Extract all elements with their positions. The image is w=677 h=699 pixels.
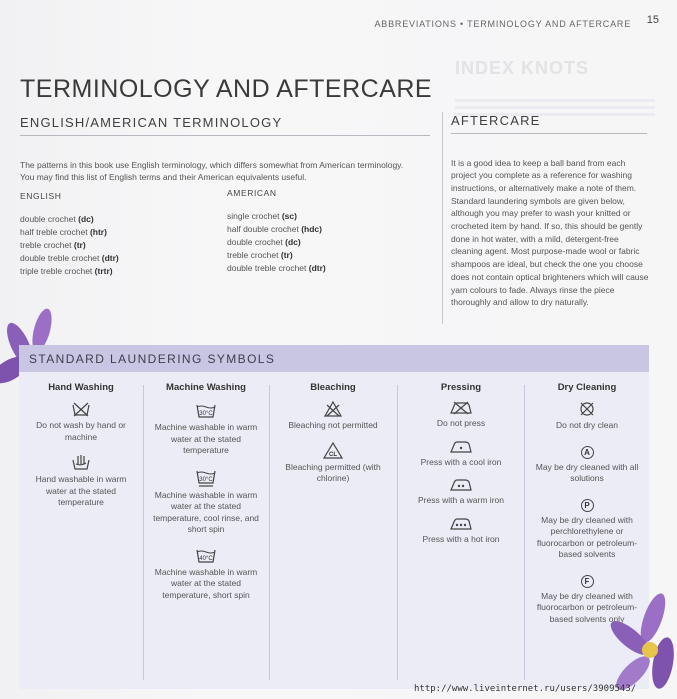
term-item: double crochet (dc) (227, 237, 301, 247)
bleed-through-ghost: INDEX KNOTS (455, 58, 590, 78)
symbol-item (526, 401, 648, 432)
hot-iron-icon (450, 517, 472, 531)
symbol-description: Do not press (436, 418, 486, 428)
hand-wash-icon (72, 453, 90, 471)
page-title: TERMINOLOGY AND AFTERCARE (20, 74, 433, 103)
term-item: treble crochet (tr) (227, 250, 293, 260)
bleaching-heading: Bleaching (310, 382, 356, 393)
symbol-description: Press with a cool iron (420, 456, 502, 467)
pressing-column (399, 382, 523, 555)
symbol-item (271, 401, 395, 432)
symbol-item (526, 442, 648, 485)
symbol-item (21, 453, 141, 509)
symbol-description: Machine washable in warm water at the stated temperature, cool rinse, and short spin (153, 489, 259, 534)
column-divider (397, 385, 398, 680)
page-number: 15 (646, 14, 659, 26)
column-divider (524, 385, 525, 680)
english-term-list (20, 213, 119, 278)
temperature-label: 40°C (199, 555, 213, 562)
no-bleach-icon (324, 401, 342, 417)
dry-clean-a-icon: A (581, 446, 594, 459)
warm-iron-icon (450, 478, 472, 492)
hand-washing-heading: Hand Washing (48, 382, 114, 393)
laundering-panel-header (19, 345, 649, 372)
symbol-description: Press with a hot iron (422, 533, 500, 544)
machine-wash-cool-rinse-icon (196, 467, 216, 487)
symbol-item (399, 478, 523, 507)
term-item: half treble crochet (htr) (20, 227, 107, 237)
do-not-dry-clean-icon (579, 401, 595, 417)
pressing-heading: Pressing (440, 382, 482, 393)
symbol-item (526, 495, 648, 561)
term-item: treble crochet (tr) (20, 240, 86, 250)
american-column-heading: AMERICAN (227, 188, 277, 198)
symbol-description: Bleaching not permitted (288, 420, 378, 430)
term-item: half double crochet (hdc) (227, 224, 322, 234)
symbol-description: Machine washable in warm water at the stated temperature, short spin (154, 566, 258, 600)
symbol-item (271, 442, 395, 485)
column-divider (143, 385, 144, 680)
symbol-description: May be dry cleaned with all solutions (535, 461, 639, 483)
terminology-intro: The patterns in this book use English terminology, which differs somewhat from American terminology. You may find this list of English terms and their American equivalents useful. (20, 159, 404, 182)
dry-clean-f-icon: F (581, 575, 594, 588)
symbol-item (21, 401, 141, 443)
term-item: double treble crochet (dtr) (20, 253, 119, 263)
do-not-wash-icon (72, 401, 90, 417)
symbol-item (145, 467, 267, 536)
column-divider (269, 385, 270, 680)
term-item: triple treble crochet (trtr) (20, 266, 113, 276)
hand-washing-column (21, 382, 141, 519)
dry-cleaning-heading: Dry Cleaning (557, 382, 617, 393)
term-item: double treble crochet (dtr) (227, 263, 326, 273)
aftercare-text: It is a good idea to keep a ball band from each project you complete as a reference for washing instructions, or alternatively make a note of them. Standard laundering symbols are given below, although you may prefer to wash your knitted or crocheted item by hand. If so, this should be gently done in hot water, with a mild, detergent-free cleaning agent. Most purpose-made wool or fabric shampoos are ideal, but check the one you choose does not contain optical brighteners which will cause yarn colours to fade. Always rinse the piece thoroughly and allow to dry naturally. (451, 157, 649, 308)
machine-washing-column (145, 382, 267, 611)
laundering-panel (19, 345, 649, 689)
machine-wash-short-spin-icon (196, 546, 216, 564)
machine-washing-heading: Machine Washing (166, 382, 246, 393)
symbol-description: Do not wash by hand or machine (36, 420, 126, 442)
symbol-description: May be dry cleaned with perchlorethylene or fluorocarbon or petroleum-based solvents (536, 514, 638, 559)
symbol-item (399, 401, 523, 430)
symbol-description: Bleaching permitted (with chlorine) (285, 461, 381, 483)
aftercare-heading: AFTERCARE (451, 113, 647, 134)
symbol-item (145, 546, 267, 602)
bleaching-column (271, 382, 395, 495)
temperature-label: 30°C (199, 411, 213, 417)
dry-clean-p-icon: P (581, 499, 594, 512)
symbol-item (399, 440, 523, 469)
running-head: ABBREVIATIONS • TERMINOLOGY AND AFTERCARE (374, 19, 631, 29)
symbol-item (399, 517, 523, 546)
flower-decoration-icon (608, 588, 677, 699)
chlorine-label: CL (329, 451, 337, 458)
symbol-description: Press with a warm iron (418, 495, 504, 505)
machine-wash-icon (196, 401, 216, 419)
term-item: single crochet (sc) (227, 211, 297, 221)
symbol-description: Machine washable in warm water at the stated temperature (154, 422, 258, 455)
term-item: double crochet (dc) (20, 214, 94, 224)
terminology-heading: ENGLISH/AMERICAN TERMINOLOGY (20, 115, 430, 136)
symbol-item (145, 401, 267, 457)
symbol-description: Do not dry clean (556, 420, 618, 430)
symbol-description: May be dry cleaned with fluorocarbon or petroleum-based solvents only (536, 590, 638, 624)
cool-iron-icon (450, 440, 472, 454)
watermark-url: http://www.liveinternet.ru/users/3909543/ (414, 684, 637, 694)
chlorine-bleach-icon (323, 442, 343, 459)
american-term-list (227, 210, 326, 275)
laundering-heading: STANDARD LAUNDERING SYMBOLS (29, 352, 276, 366)
symbol-description: Hand washable in warm water at the stated temperature (35, 474, 127, 507)
do-not-iron-icon (450, 401, 472, 415)
column-divider (442, 112, 443, 324)
temperature-label: 30°C (199, 476, 213, 483)
english-column-heading: ENGLISH (20, 191, 62, 201)
